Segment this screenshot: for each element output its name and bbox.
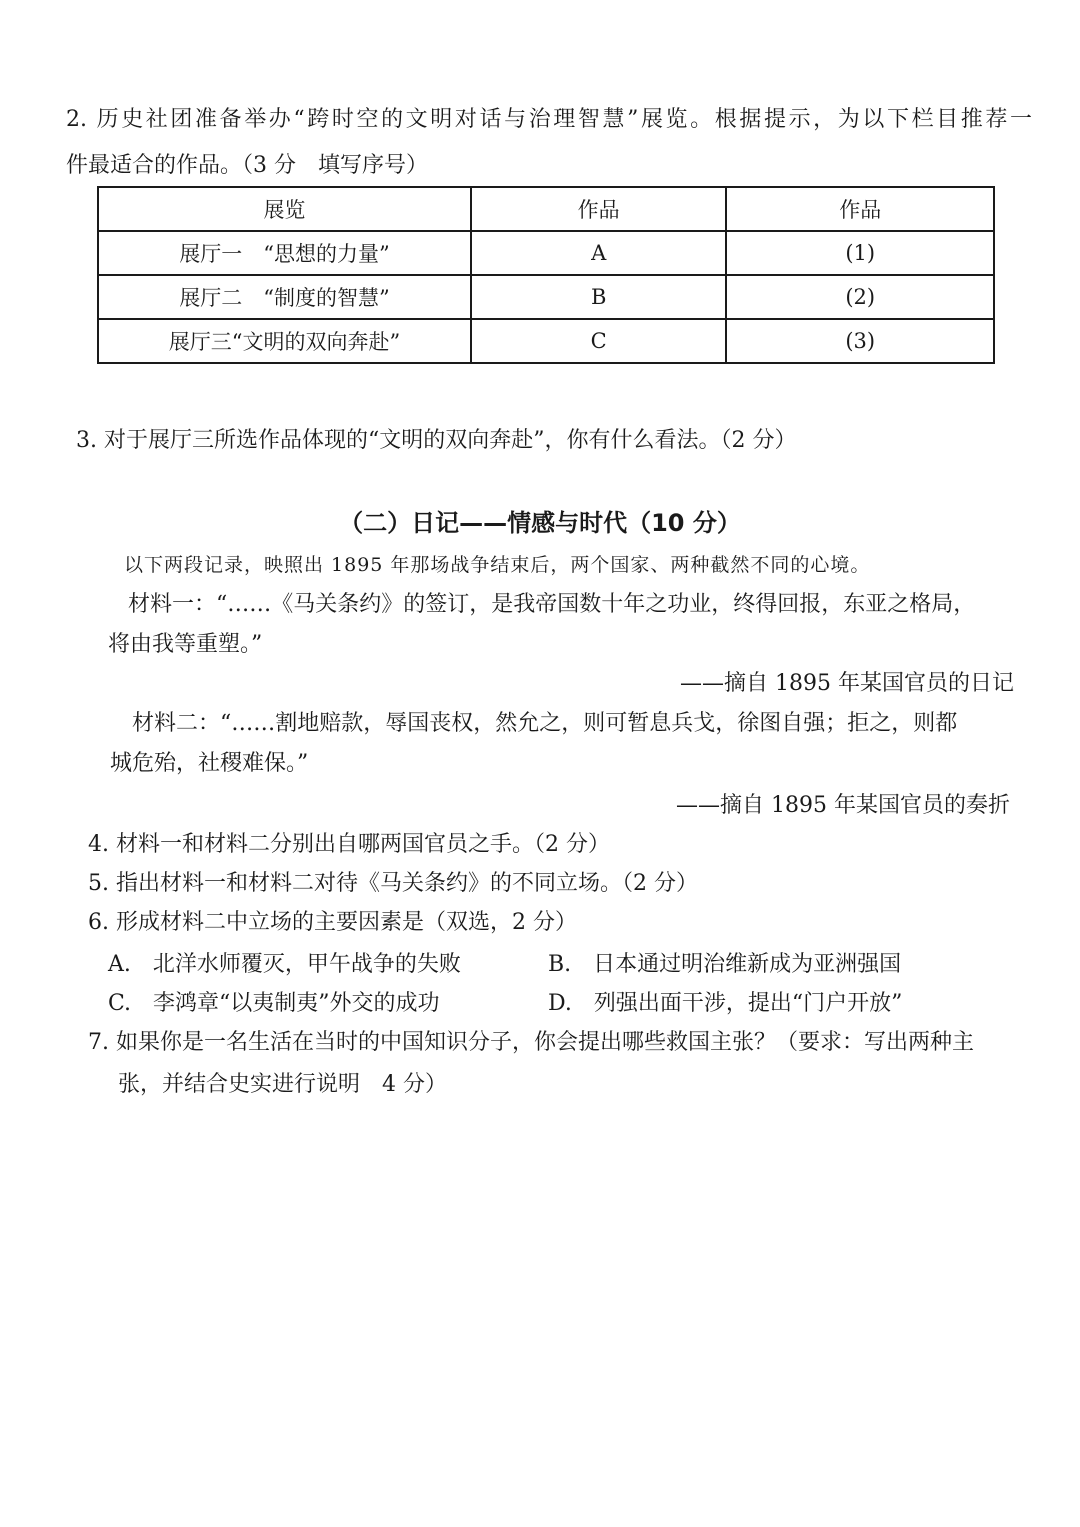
work-letter: B bbox=[471, 275, 727, 319]
answer-slot: (1) bbox=[726, 231, 994, 275]
section-intro: 以下两段记录，映照出 1895 年那场战争结束后，两个国家、两种截然不同的心境。 bbox=[124, 554, 871, 576]
work-letter: C bbox=[471, 319, 727, 363]
option-b: B. 日本通过明治维新成为亚洲强国 bbox=[548, 952, 902, 977]
question-4: 4. 材料一和材料二分别出自哪两国官员之手。（2 分） bbox=[88, 832, 610, 857]
hall-name: 展厅一 “思想的力量” bbox=[98, 231, 471, 275]
question-3: 3. 对于展厅三所选作品体现的“文明的双向奔赴”，你有什么看法。（2 分） bbox=[76, 428, 797, 453]
material-2-source: ——摘自 1895 年某国官员的奏折 bbox=[676, 793, 1010, 818]
hall-name: 展厅三“文明的双向奔赴” bbox=[98, 319, 471, 363]
material-2-line-1: 材料二：“……割地赔款，辱国丧权，然允之，则可暂息兵戈，徐图自强；拒之，则都 bbox=[132, 711, 958, 736]
header-work-answer: 作品 bbox=[726, 187, 994, 231]
material-1-line-1: 材料一：“……《马关条约》的签订，是我帝国数十年之功业，终得回报，东亚之格局， bbox=[128, 592, 976, 617]
material-1-line-2: 将由我等重塑。” bbox=[108, 632, 263, 657]
question-5: 5. 指出材料一和材料二对待《马关条约》的不同立场。（2 分） bbox=[88, 871, 698, 896]
table-row bbox=[98, 275, 994, 319]
option-d: D. 列强出面干涉，提出“门户开放” bbox=[548, 991, 903, 1016]
table-row bbox=[98, 231, 994, 275]
header-work: 作品 bbox=[471, 187, 727, 231]
question-2-line-2: 件最适合的作品。（3 分 填写序号） bbox=[66, 153, 428, 178]
table-row bbox=[98, 319, 994, 363]
question-6-stem: 6. 形成材料二中立场的主要因素是（双选，2 分） bbox=[88, 910, 577, 935]
hall-name: 展厅二 “制度的智慧” bbox=[98, 275, 471, 319]
table-header-row bbox=[98, 187, 994, 231]
answer-slot: (2) bbox=[726, 275, 994, 319]
answer-slot: (3) bbox=[726, 319, 994, 363]
section-title: （二）日记——情感与时代（10 分） bbox=[339, 509, 741, 537]
header-exhibition: 展览 bbox=[98, 187, 471, 231]
question-2-line-1: 2. 历史社团准备举办“跨时空的文明对话与治理智慧”展览。根据提示，为以下栏目推荐一 bbox=[66, 107, 1032, 132]
option-c: C. 李鸿章“以夷制夷”外交的成功 bbox=[108, 991, 440, 1016]
question-7-line-2: 张，并结合史实进行说明 4 分） bbox=[118, 1072, 447, 1097]
option-a: A. 北洋水师覆灭，甲午战争的失败 bbox=[108, 952, 461, 977]
question-7-line-1: 7. 如果你是一名生活在当时的中国知识分子，你会提出哪些救国主张？（要求：写出两种主 bbox=[88, 1030, 974, 1055]
material-1-source: ——摘自 1895 年某国官员的日记 bbox=[680, 671, 1014, 696]
work-letter: A bbox=[471, 231, 727, 275]
exhibit-table bbox=[97, 186, 995, 364]
material-2-line-2: 城危殆，社稷难保。” bbox=[110, 751, 309, 776]
